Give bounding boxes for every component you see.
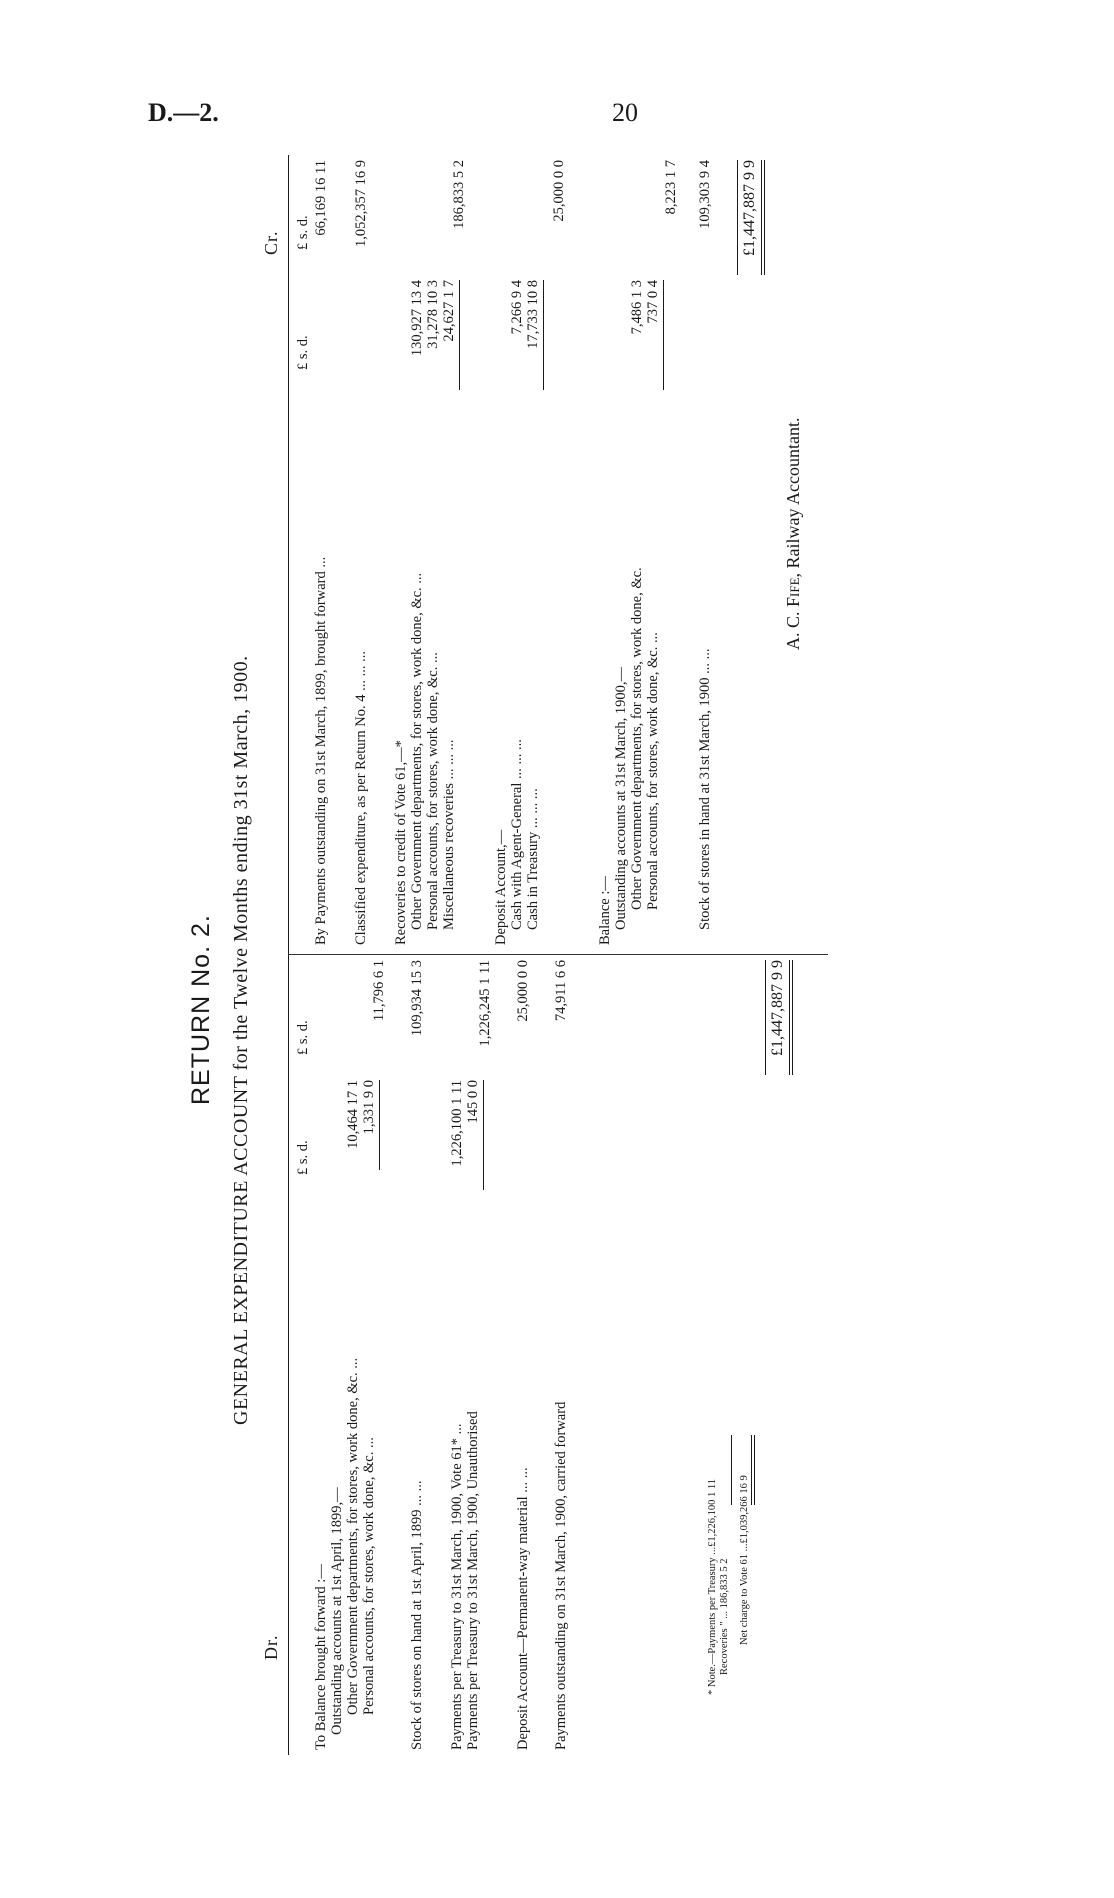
credit-deposit-total: 25,000 0 0: [551, 160, 567, 222]
debit-payments-unauth-amount: 145 0 0: [465, 1080, 481, 1124]
debit-stock-amount: 109,934 15 3: [409, 960, 425, 1037]
debit-payments-vote-amount: 1,226,100 1 11: [449, 1080, 465, 1167]
debit-other-govt-label: Other Government departments, for stores, work done, &c. ...: [345, 1357, 361, 1715]
center-divider: [288, 954, 828, 955]
account-sheet: [185, 155, 945, 1755]
credit-cash-treasury-amount: 17,733 10 8: [525, 280, 541, 349]
credit-subtotal-rule-3: [663, 280, 664, 390]
credit-stock-label: Stock of stores in hand at 31st March, 1900 ... ...: [697, 648, 713, 930]
header-rule: [288, 155, 289, 1755]
debit-note-line3: Net charge to Vote 61 ...£1,039,266 16 9: [739, 1475, 750, 1645]
credit-outer-lsd: £ s. d.: [295, 215, 311, 250]
signature: [785, 418, 801, 650]
credit-bal-other-amount: 7,486 1 3: [629, 280, 645, 335]
debit-inner-lsd: £ s. d.: [295, 1140, 311, 1175]
note-double-rule-b: [754, 1435, 755, 1505]
credit-subtotal-rule-1: [459, 280, 460, 390]
debit-note-line2: Recoveries " ... 186,833 5 2: [719, 1558, 730, 1675]
credit-outstanding-heading: Outstanding accounts at 31st March, 1900,—: [613, 667, 629, 930]
debit-outer-lsd: £ s. d.: [295, 1020, 311, 1055]
signature-title: Railway Accountant.: [783, 417, 803, 569]
credit-total-rule: [737, 160, 738, 275]
credit-grand-total: £1,447,887 9 9: [741, 160, 758, 256]
document-reference: D.—2.: [148, 98, 219, 127]
credit-rec-personal-amount: 31,278 10 3: [425, 280, 441, 349]
credit-cash-agent-amount: 7,266 9 4: [509, 280, 525, 335]
credit-stock-amount: 109,303 9 4: [697, 160, 713, 229]
credit-cash-agent-label: Cash with Agent-General ... ... ...: [509, 739, 525, 930]
credit-bal-personal-amount: 737 0 4: [645, 280, 661, 324]
credit-total-double-a: [761, 160, 762, 275]
debit-payments-total: 1,226,245 1 11: [477, 960, 493, 1047]
credit-inner-lsd: £ s. d.: [295, 335, 311, 370]
debit-personal-label: Personal accounts, for stores, work done, &c. ...: [361, 1437, 377, 1715]
credit-rec-other-label: Other Government departments, for stores, work done, &c. ...: [409, 572, 425, 930]
debit-outstanding-cf-label: Payments outstanding on 31st March, 1900, carried forward: [553, 1401, 569, 1750]
debit-total-double-b: [792, 960, 793, 1075]
account-title: GENERAL EXPENDITURE ACCOUNT for the Twelve Months ending 31st March, 1900.: [230, 655, 252, 1425]
debit-total-rule: [765, 960, 766, 1075]
credit-recoveries-total: 186,833 5 2: [451, 160, 467, 229]
return-title: RETURN No. 2.: [187, 914, 215, 1105]
debit-stock-label: Stock of stores on hand at 1st April, 1899 ... ...: [409, 1480, 425, 1750]
debit-outstanding-total: 11,796 6 1: [371, 960, 387, 1022]
debit-balance-heading: To Balance brought forward :—: [313, 1564, 329, 1750]
debit-heading: Dr.: [261, 1634, 281, 1660]
note-rule: [731, 1435, 732, 1505]
debit-outstanding-heading: Outstanding accounts at 1st April, 1899,—: [329, 1487, 345, 1735]
credit-rec-other-amount: 130,927 13 4: [409, 280, 425, 357]
credit-bal-personal-label: Personal accounts, for stores, work done, &c. ...: [645, 632, 661, 910]
note-double-rule-a: [751, 1435, 752, 1505]
credit-bal-other-label: Other Government departments, for stores, work done, &c.: [629, 567, 645, 910]
credit-cash-treasury-label: Cash in Treasury ... ... ...: [525, 788, 541, 930]
credit-classified-amount: 1,052,357 16 9: [353, 160, 369, 247]
debit-subtotal-rule-1: [379, 1080, 380, 1170]
signature-name: A. C. Fife,: [783, 572, 803, 650]
credit-deposit-heading: Deposit Account,—: [493, 829, 509, 945]
debit-total-double-a: [789, 960, 790, 1075]
debit-deposit-amount: 25,000 0 0: [515, 960, 531, 1022]
credit-total-double-b: [764, 160, 765, 275]
page-number: 20: [612, 98, 638, 127]
debit-outstanding-cf-amount: 74,911 6 6: [553, 960, 569, 1022]
credit-bf-label: By Payments outstanding on 31st March, 1899, brought forward ...: [313, 556, 329, 945]
credit-balance-total: 8,223 1 7: [663, 160, 679, 215]
credit-heading: Cr.: [261, 230, 281, 255]
credit-subtotal-rule-2: [543, 280, 544, 390]
credit-rec-misc-label: Miscellaneous recoveries ... ... ...: [441, 739, 457, 930]
credit-recoveries-heading: Recoveries to credit of Vote 61,—*: [393, 740, 409, 945]
debit-note-line1: * Note.—Payments per Treasury ...£1,226,100 1 11: [707, 1478, 718, 1695]
credit-rec-personal-label: Personal accounts, for stores, work done, &c. ...: [425, 652, 441, 930]
debit-personal-amount: 1,331 9 0: [361, 1080, 377, 1135]
credit-bf-amount: 66,169 16 11: [313, 160, 329, 236]
debit-subtotal-rule-2: [483, 1080, 484, 1190]
debit-other-govt-amount: 10,464 17 1: [345, 1080, 361, 1149]
credit-classified-label: Classified expenditure, as per Return No. 4 ... ... ...: [353, 651, 369, 945]
credit-balance-heading: Balance :—: [597, 876, 613, 945]
credit-rec-misc-amount: 24,627 1 7: [441, 280, 457, 342]
debit-payments-vote-label: Payments per Treasury to 31st March, 1900, Vote 61* ...: [449, 1423, 465, 1750]
debit-payments-unauth-label: Payments per Treasury to 31st March, 1900, Unauthorised: [465, 1411, 481, 1750]
debit-grand-total: £1,447,887 9 9: [769, 960, 786, 1056]
debit-deposit-label: Deposit Account—Permanent-way material ... ...: [515, 1467, 531, 1750]
